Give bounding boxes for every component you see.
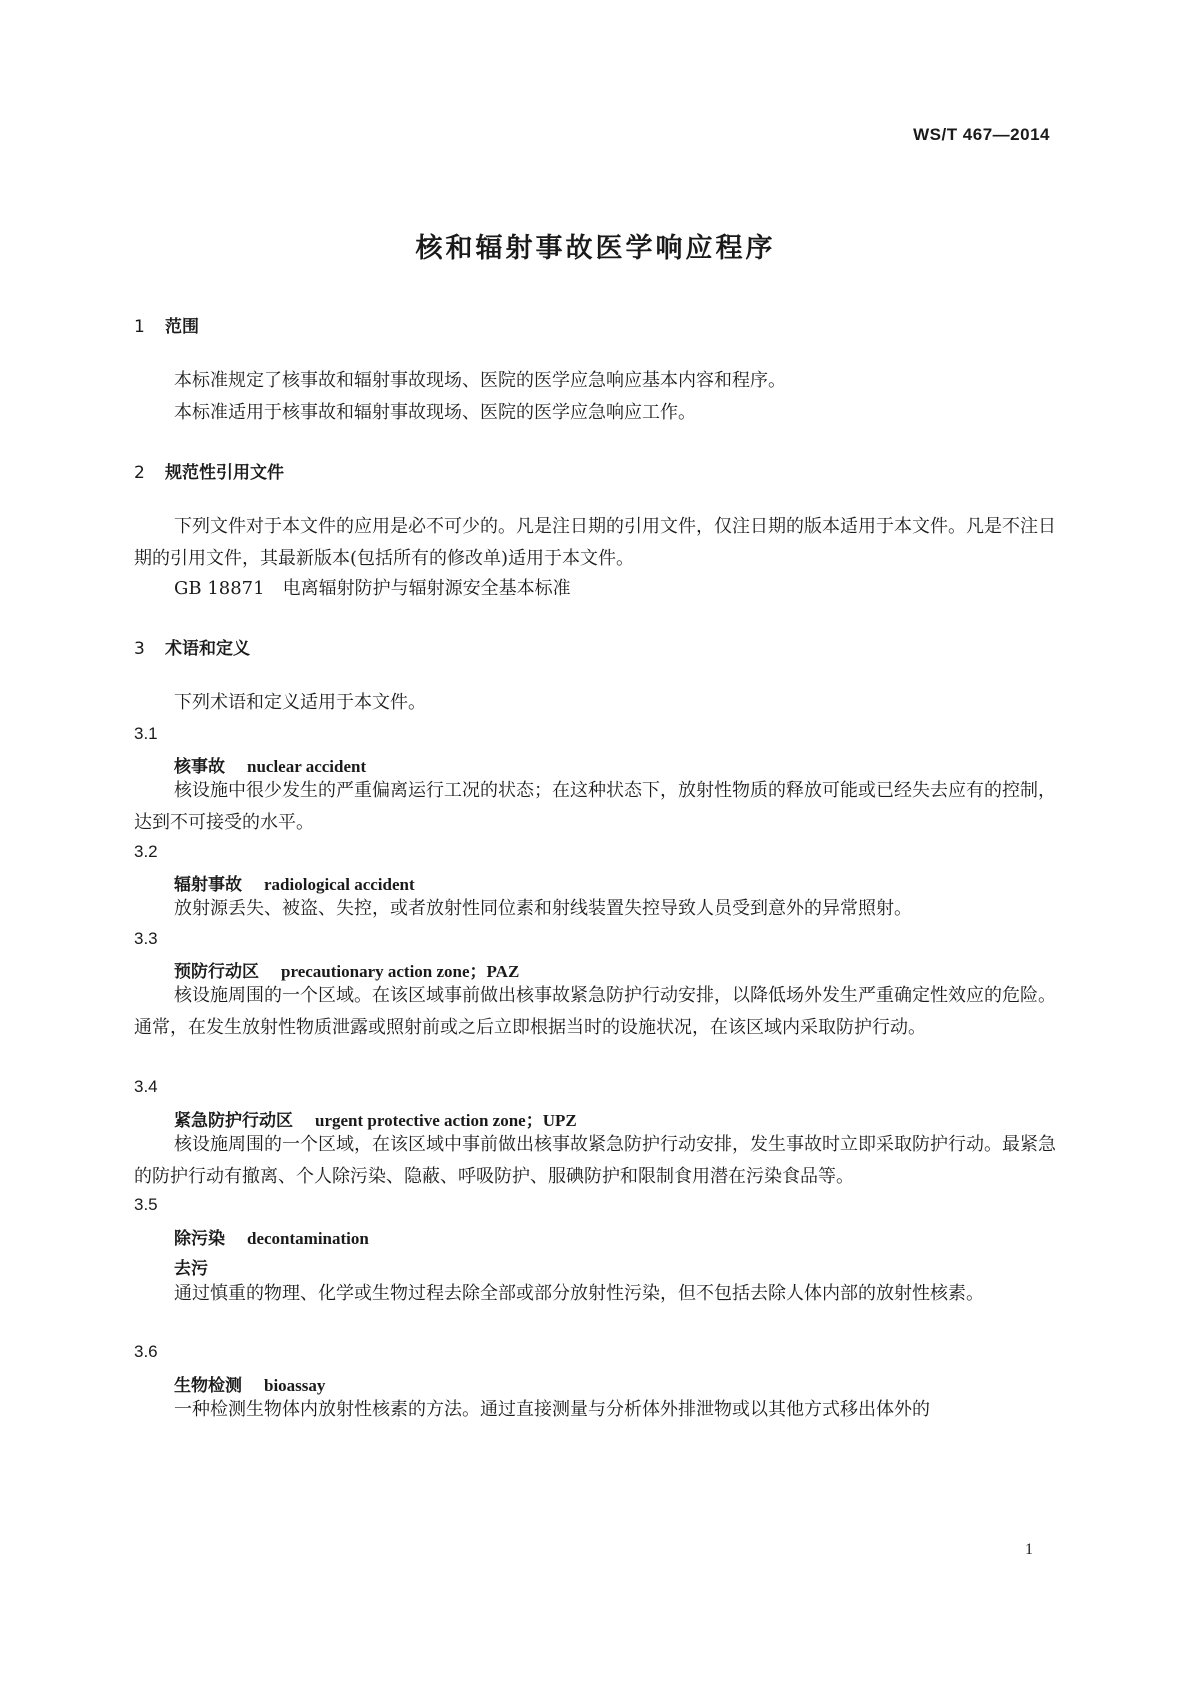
section-title: 规范性引用文件 (165, 463, 284, 483)
term-heading (174, 1224, 369, 1249)
term-heading (174, 752, 366, 777)
term-alternative-chinese: 去污 (174, 1259, 208, 1279)
section-number: 2 (134, 463, 145, 483)
clause-number: 3.6 (134, 1342, 158, 1361)
section-number: 3 (134, 639, 145, 659)
clause-number: 3.1 (134, 724, 158, 743)
term-english: nuclear accident (247, 757, 367, 776)
section-1-line-1: 本标准规定了核事故和辐射事故现场、医院的医学应急响应基本内容和程序。 (174, 370, 786, 391)
section-title: 术语和定义 (165, 639, 250, 659)
clause-number: 3.4 (134, 1077, 158, 1096)
term-heading (174, 1371, 325, 1396)
term-chinese: 除污染 (174, 1229, 225, 1249)
clause-number: 3.2 (134, 842, 158, 861)
term-alternative (174, 1254, 208, 1279)
section-2-heading (134, 458, 284, 483)
term-chinese: 预防行动区 (174, 962, 259, 982)
section-2-paragraph: 下列文件对于本文件的应用是必不可少的。凡是注日期的引用文件，仅注日期的版本适用于本文件。凡是不注日期的引用文件，其最新版本(包括所有的修改单)适用于本文件。 (134, 516, 1056, 569)
document-code: WS/T 467—2014 (913, 125, 1050, 144)
term-chinese: 生物检测 (174, 1376, 242, 1396)
term-definition: 核设施周围的一个区域。在该区域事前做出核事故紧急防护行动安排，以降低场外发生严重确定性效应的危险。通常，在发生放射性物质泄露或照射前或之后立即根据当时的设施状况，在该区域内采取防护行动。 (134, 985, 1056, 1038)
term-heading (174, 957, 519, 982)
normative-reference: GB 18871 电离辐射防护与辐射源安全基本标准 (174, 578, 571, 599)
term-definition: 通过慎重的物理、化学或生物过程去除全部或部分放射性污染，但不包括去除人体内部的放射性核素。 (174, 1283, 984, 1304)
term-chinese: 紧急防护行动区 (174, 1111, 293, 1131)
term-definition: 一种检测生物体内放射性核素的方法。通过直接测量与分析体外排泄物或以其他方式移出体外的 (174, 1399, 930, 1420)
term-english: urgent protective action zone；UPZ (315, 1111, 577, 1130)
term-heading (174, 870, 415, 895)
document-title: 核和辐射事故医学响应程序 (415, 233, 776, 264)
term-chinese: 辐射事故 (174, 875, 242, 895)
term-definition: 放射源丢失、被盗、失控，或者放射性同位素和射线装置失控导致人员受到意外的异常照射。 (174, 898, 912, 919)
section-1-heading (134, 312, 199, 337)
section-title: 范围 (165, 317, 199, 337)
clause-number: 3.3 (134, 929, 158, 948)
section-3-intro: 下列术语和定义适用于本文件。 (174, 692, 426, 713)
term-heading (174, 1106, 577, 1131)
term-english: bioassay (264, 1376, 326, 1395)
page-number: 1 (1025, 1541, 1033, 1558)
section-number: 1 (134, 317, 145, 337)
term-definition: 核设施周围的一个区域，在该区域中事前做出核事故紧急防护行动安排，发生事故时立即采取防护行动。最紧急的防护行动有撤离、个人除污染、隐蔽、呼吸防护、服碘防护和限制食用潜在污染食品等。 (134, 1134, 1056, 1187)
term-definition: 核设施中很少发生的严重偏离运行工况的状态；在这种状态下，放射性物质的释放可能或已经失去应有的控制，达到不可接受的水平。 (134, 780, 1056, 833)
clause-number: 3.5 (134, 1195, 158, 1214)
term-english: precautionary action zone；PAZ (281, 962, 520, 981)
term-chinese: 核事故 (174, 757, 225, 777)
term-english: decontamination (247, 1229, 369, 1248)
section-3-heading (134, 634, 250, 659)
term-english: radiological accident (264, 875, 415, 894)
section-1-line-2: 本标准适用于核事故和辐射事故现场、医院的医学应急响应工作。 (174, 402, 696, 423)
